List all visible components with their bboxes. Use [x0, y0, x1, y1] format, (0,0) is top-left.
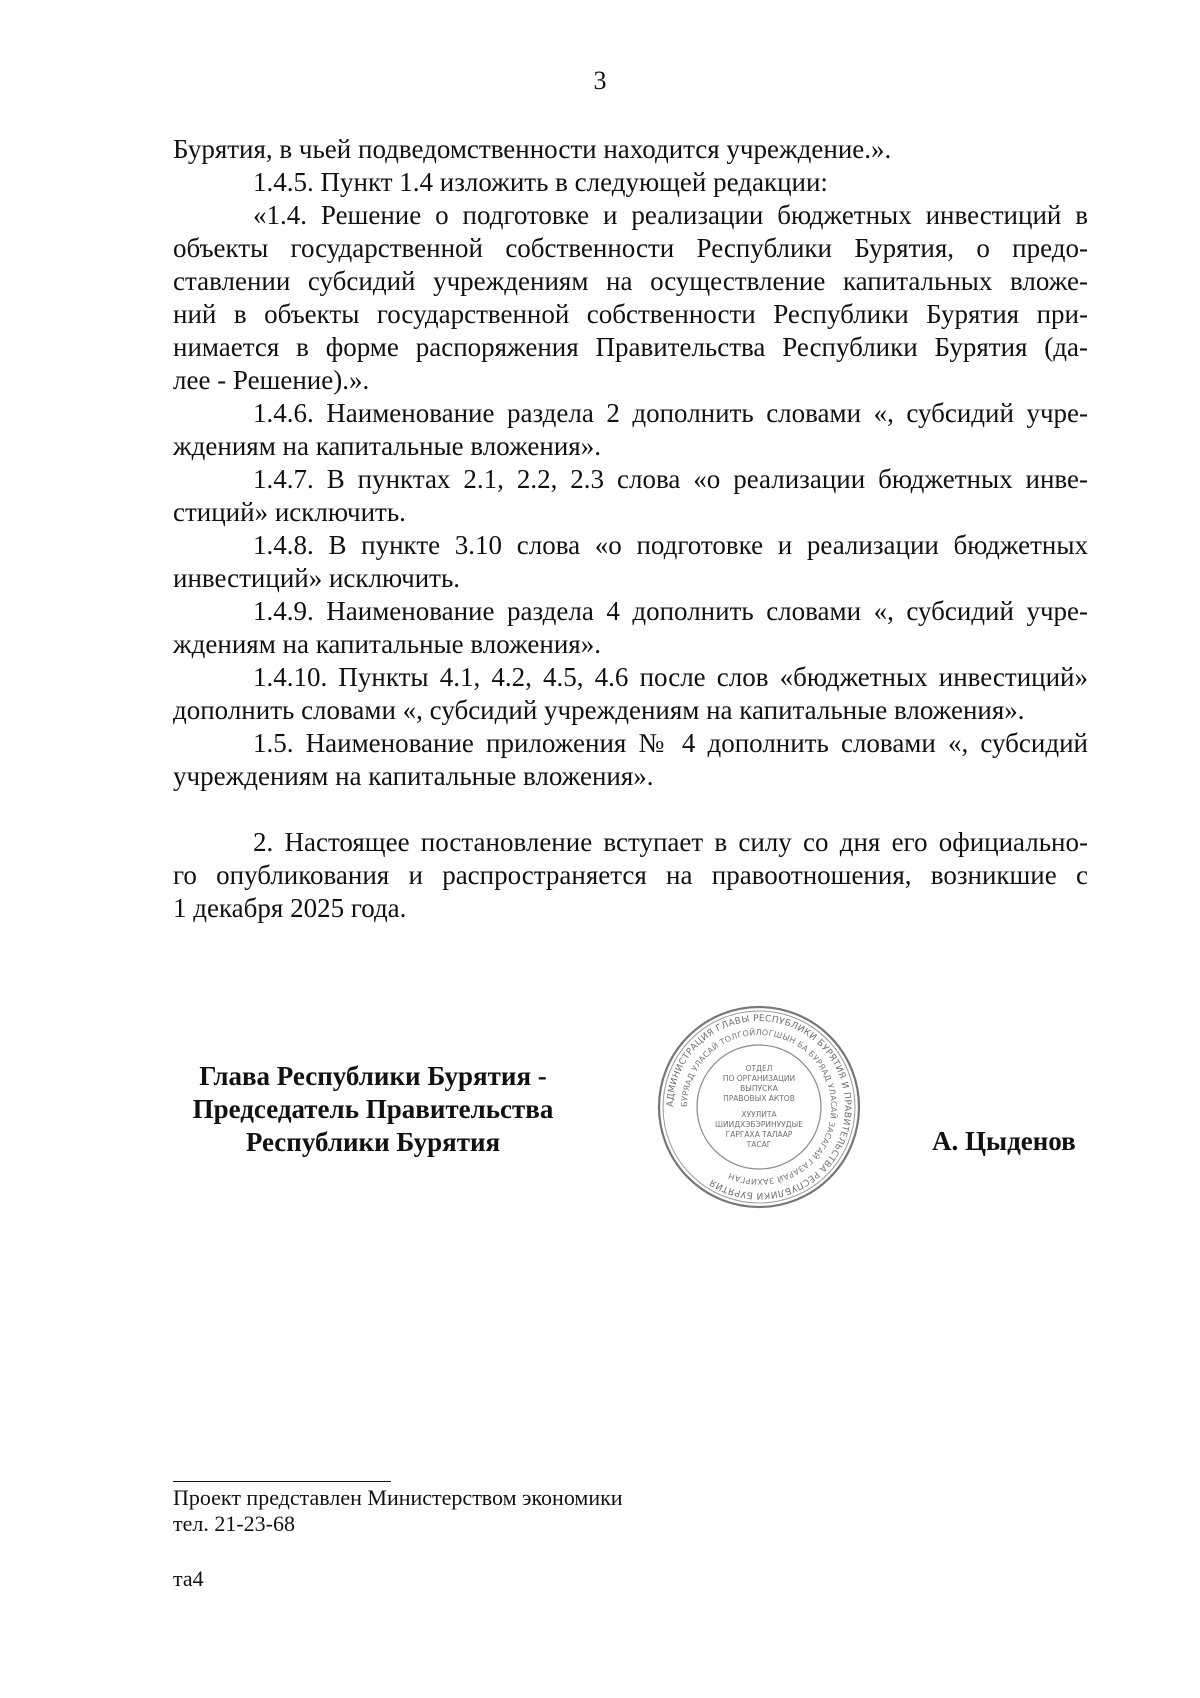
- text-line: нимается в форме распоряжения Правительства Республики Бурятия (да-: [173, 332, 1088, 362]
- paragraph-1-4-5: [173, 166, 1088, 199]
- footer-note: [173, 1485, 623, 1537]
- text-line: ставлении субсидий учреждениям на осуществление капитальных вложе-: [173, 266, 1088, 296]
- seal-center-line: ТАСАГ: [746, 1140, 772, 1149]
- text-line: 1 декабря 2025 года.: [173, 893, 407, 923]
- paragraph-continuation: [173, 133, 1088, 166]
- seal-center-line: ПО ОРГАНИЗАЦИИ: [722, 1074, 796, 1083]
- paragraph-2-effective-date: [173, 826, 1088, 925]
- paragraph-1-4-8: [173, 529, 1088, 595]
- seal-center-line: ШИИДХЭБЭРИНУУДЫЕ: [715, 1120, 803, 1129]
- signatory-title-line: Председатель Правительства: [192, 1094, 554, 1124]
- seal-center-line: ГАРГАХА ТАЛААР: [725, 1130, 793, 1139]
- text-line: ждениям на капитальные вложения».: [173, 629, 601, 659]
- text-line: «1.4. Решение о подготовке и реализации бюджетных инвестиций в: [253, 200, 1088, 230]
- text-line: дополнить словами «, субсидий учреждениям на капитальные вложения».: [173, 695, 1025, 725]
- text-line: ний в объекты государственной собственности Республики Бурятия при-: [173, 299, 1088, 329]
- seal-outer-text: АДМИНИСТРАЦИЯ ГЛАВЫ РЕСПУБЛИКИ БУРЯТИЯ И ПРАВИТЕЛЬСТВА РЕСПУБЛИКИ БУРЯТИЯ: [665, 1013, 853, 1201]
- text-line: учреждениям на капитальные вложения».: [173, 761, 654, 791]
- official-seal: [655, 1003, 863, 1211]
- text-line: инвестиций» исключить.: [173, 563, 461, 593]
- paragraph-1-4-7: [173, 463, 1088, 529]
- signatory-title-line: Республики Бурятия: [245, 1127, 501, 1157]
- text-line: 1.4.5. Пункт 1.4 изложить в следующей редакции:: [253, 167, 828, 197]
- text-line: Бурятия, в чьей подведомственности находится учреждение.».: [173, 134, 892, 164]
- text-line: объекты государственной собственности Республики Бурятия, о предо-: [173, 233, 1088, 263]
- footer-author: Проект представлен Министерством экономики: [173, 1485, 623, 1510]
- signatory-name: А. Цыденов: [932, 1126, 1076, 1156]
- text-line: 2. Настоящее постановление вступает в силу со дня его официально-: [253, 827, 1088, 857]
- text-line: 1.4.9. Наименование раздела 4 дополнить словами «, субсидий учре-: [253, 596, 1088, 626]
- text-line: лее - Решение).».: [173, 365, 370, 395]
- text-line: стиций» исключить.: [173, 497, 406, 527]
- footer-divider: [173, 1481, 391, 1482]
- document-code: та4: [173, 1566, 204, 1591]
- footer-phone: тел. 21-23-68: [173, 1511, 296, 1536]
- svg-text:БУРЯАД УЛАСАЙ ТОЛГОЙЛОГШЫН БА: [680, 1026, 840, 1186]
- text-line: 1.4.10. Пункты 4.1, 4.2, 4.5, 4.6 после слов «бюджетных инвестиций»: [253, 662, 1088, 692]
- text-line: 1.5. Наименование приложения № 4 дополнить словами «, субсидий: [253, 728, 1088, 758]
- signatory-title: [158, 1060, 588, 1159]
- paragraph-1-5: [173, 727, 1088, 793]
- seal-inner-text: БУРЯАД УЛАСАЙ ТОЛГОЙЛОГШЫН БА БУРЯАД УЛАСАЙ ЗАСАГАЙ ГАЗАРАЙ ЗАХИРГАН: [679, 1027, 839, 1187]
- text-line: 1.4.8. В пункте 3.10 слова «о подготовке и реализации бюджетных: [253, 530, 1088, 560]
- text-line: 1.4.7. В пунктах 2.1, 2.2, 2.3 слова «о реализации бюджетных инве-: [253, 464, 1088, 494]
- seal-center-line: ОТДЕЛ: [745, 1064, 773, 1073]
- text-line: го опубликования и распространяется на правоотношения, возникшие с: [173, 860, 1088, 890]
- paragraph-1-4-9: [173, 595, 1088, 661]
- signatory-title-line: Глава Республики Бурятия -: [199, 1061, 547, 1091]
- seal-center-line: ХУУЛИТА: [741, 1110, 777, 1119]
- seal-center-line: ВЫПУСКА: [740, 1084, 778, 1093]
- paragraph-new-1-4: [173, 199, 1088, 397]
- text-line: 1.4.6. Наименование раздела 2 дополнить словами «, субсидий учре-: [253, 398, 1088, 428]
- page-number: 3: [593, 66, 607, 95]
- text-line: ждениям на капитальные вложения».: [173, 431, 601, 461]
- paragraph-1-4-6: [173, 397, 1088, 463]
- paragraph-1-4-10: [173, 661, 1088, 727]
- seal-center-line: ПРАВОВЫХ АКТОВ: [723, 1094, 795, 1103]
- svg-text:АДМИНИСТРАЦИЯ ГЛАВЫ РЕСПУБЛИКИ: [666, 1014, 852, 1200]
